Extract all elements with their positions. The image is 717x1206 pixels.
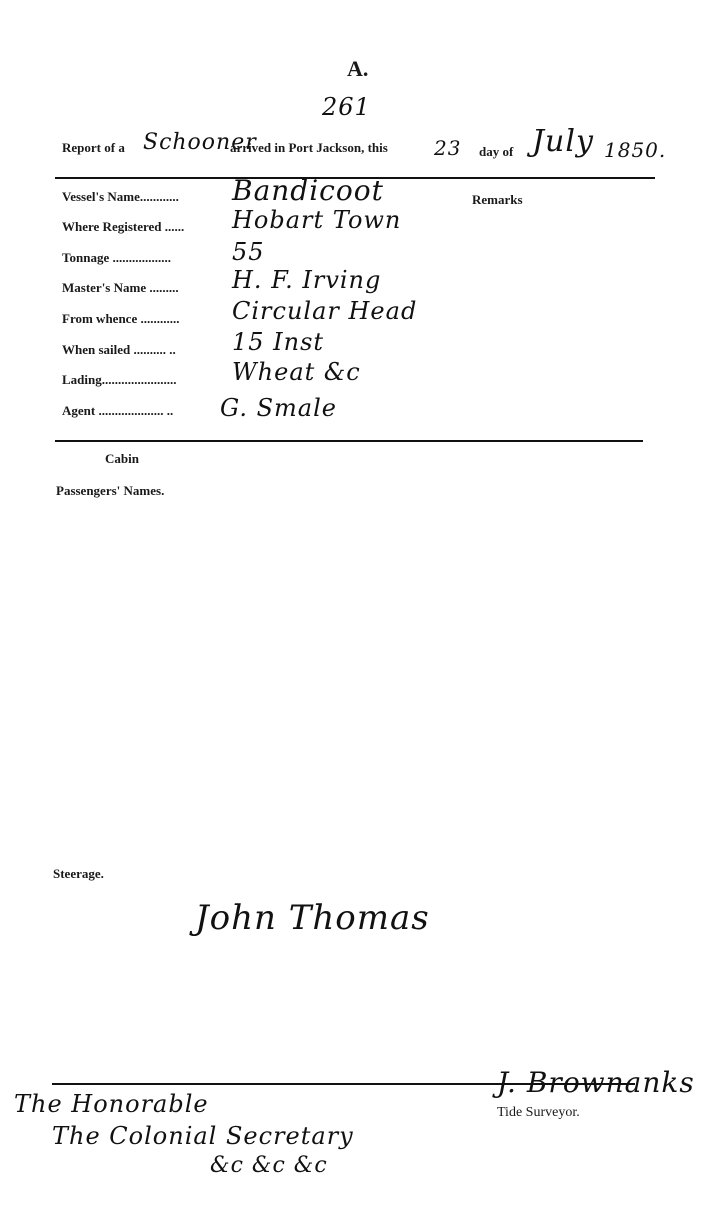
report-arrived-text: arrived in Port Jackson, this bbox=[230, 140, 388, 155]
steerage-signature: John Thomas bbox=[195, 898, 430, 938]
vessel-type: Schooner bbox=[143, 130, 257, 155]
lading-label: Lading....................... bbox=[62, 372, 177, 387]
remarks-label: Remarks bbox=[472, 192, 523, 207]
where-registered-value: Hobart Town bbox=[232, 206, 402, 234]
form-letter: A. bbox=[347, 56, 369, 81]
report-month: July bbox=[532, 124, 594, 159]
address-line-3: &c &c &c bbox=[210, 1153, 328, 1178]
report-day: 23 bbox=[434, 136, 462, 160]
report-prefix: Report of a bbox=[62, 140, 125, 155]
address-line-2: The Colonial Secretary bbox=[52, 1122, 354, 1150]
report-day-of: day of bbox=[479, 144, 514, 159]
vessel-name-value: Bandicoot bbox=[232, 174, 384, 207]
tonnage-value: 55 bbox=[232, 238, 265, 266]
passengers-label: Passengers' Names. bbox=[56, 483, 165, 498]
middle-rule bbox=[55, 440, 643, 442]
agent-value: G. Smale bbox=[220, 394, 337, 422]
from-whence-value: Circular Head bbox=[232, 297, 418, 325]
tonnage-label: Tonnage .................. bbox=[62, 250, 171, 265]
where-registered-label: Where Registered ...... bbox=[62, 219, 185, 234]
from-whence-label: From whence ............ bbox=[62, 311, 180, 326]
when-sailed-label: When sailed .......... .. bbox=[62, 342, 176, 357]
agent-label: Agent .................... .. bbox=[62, 403, 174, 418]
vessel-name-label: Vessel's Name............ bbox=[62, 189, 179, 204]
address-line-1: The Honorable bbox=[14, 1090, 209, 1118]
surveyor-title: Tide Surveyor. bbox=[497, 1105, 580, 1120]
report-number: 261 bbox=[322, 93, 371, 121]
surveyor-signature: J. Brownanks bbox=[497, 1066, 695, 1099]
when-sailed-value: 15 Inst bbox=[232, 328, 325, 356]
masters-name-label: Master's Name ......... bbox=[62, 280, 179, 295]
masters-name-value: H. F. Irving bbox=[232, 266, 382, 294]
steerage-label: Steerage. bbox=[53, 866, 104, 881]
cabin-label: Cabin bbox=[105, 451, 139, 466]
lading-value: Wheat &c bbox=[232, 358, 361, 386]
report-year: 1850. bbox=[604, 138, 667, 162]
